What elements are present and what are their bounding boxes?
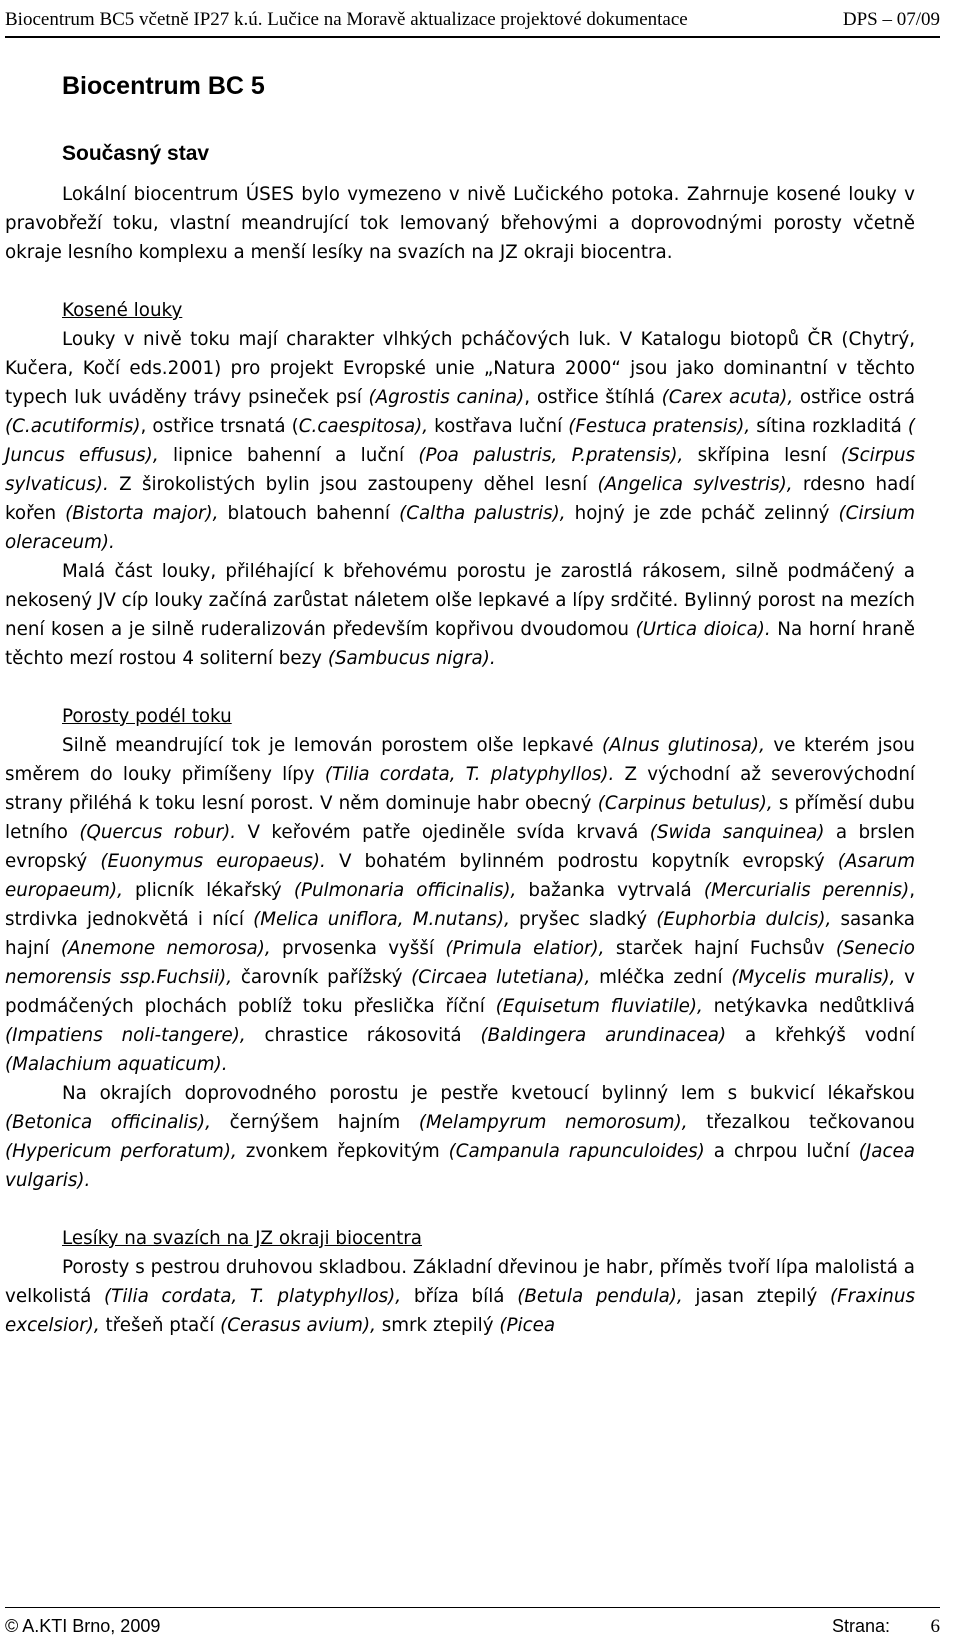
latin-species-name: (Caltha palustris), (399, 503, 566, 524)
body-paragraph (5, 1253, 915, 1340)
subsections-container (5, 267, 915, 1340)
text-run: Porosty s pestrou druhovou skladbou. Základní dřevinou je habr, příměs tvoří lípa malolistá a velkolistá (5, 1257, 915, 1307)
latin-species-name: (Swida sanquinea) (649, 822, 825, 843)
latin-species-name: (Sambucus nigra). (327, 648, 496, 669)
latin-species-name: ( Juncus effusus), (5, 416, 916, 466)
text-run: bažanka vytrvalá (516, 880, 704, 901)
text-run: Na horní hraně těchto mezí rostou 4 soliterní bezy (5, 619, 915, 669)
latin-species-name: (Hypericum perforatum), (5, 1141, 237, 1162)
body-paragraph (5, 1079, 915, 1195)
text-run: třešeň ptačí (99, 1315, 221, 1336)
text-run: Lokální biocentrum ÚSES bylo vymezeno v nivě Lučického potoka. Zahrnuje kosené louky v pravobřeží toku, vlastní meandrující tok lemovaný břehovými a doprovodnými porosty včetně okraje lesního komplexu a menší lesíky na svazích na JZ okraji biocentra. (5, 184, 915, 263)
latin-species-name: (Primula elatior), (445, 938, 605, 959)
text-run: lipnice bahenní a luční (158, 445, 419, 466)
text-run: čarovník pařížský (232, 967, 412, 988)
spacer (5, 673, 915, 702)
latin-species-name: (Circaea lutetiana), (411, 967, 591, 988)
text-run: , strdivka jednokvětá i nící (5, 880, 916, 930)
latin-species-name: (Malachium aquaticum). (5, 1054, 228, 1075)
body-paragraph (5, 731, 915, 1079)
text-run: netýkavka nedůtklivá (702, 996, 915, 1017)
document-title: Biocentrum BC 5 (62, 72, 265, 100)
text-run: Z širokolistých bylin jsou zastoupeny děhel lesní (108, 474, 598, 495)
header-document-code: DPS – 07/09 (842, 9, 940, 30)
latin-species-name: (Tilia cordata, T. platyphyllos), (104, 1286, 402, 1307)
text-run: černýšem hajním (210, 1112, 419, 1133)
latin-species-name: (Baldingera arundinacea) (480, 1025, 727, 1046)
text-run: kostřava luční (428, 416, 569, 437)
latin-species-name: (Euphorbia dulcis), (656, 909, 832, 930)
text-run: rdesno hadí kořen (5, 474, 916, 524)
text-run: prvosenka vyšší (270, 938, 446, 959)
page-header (5, 6, 940, 38)
text-run: Na okrajích doprovodného porostu je pestře kvetoucí bylinný lem s bukvicí lékařskou (62, 1083, 915, 1104)
section-title: Současný stav (62, 142, 210, 165)
header-document-title: Biocentrum BC5 včetně IP27 k.ú. Lučice na Moravě aktualizace projektové dokumentace (5, 9, 688, 30)
latin-species-name: (Agrostis canina) (368, 387, 525, 408)
text-run: Silně meandrující tok je lemován porostem olše lepkavé (62, 735, 602, 756)
text-run: s příměsí dubu letního (5, 793, 916, 843)
latin-species-name: (Euonymus europaeus). (100, 851, 326, 872)
latin-species-name: (Melampyrum nemorosum), (418, 1112, 688, 1133)
footer-copyright: © A.KTI Brno, 2009 (5, 1616, 161, 1636)
text-run: pryšec sladký (509, 909, 657, 930)
text-run: V keřovém patře ojediněle svída krvavá (236, 822, 650, 843)
latin-species-name: (Cirsium oleraceum). (5, 503, 916, 553)
latin-species-name: (Campanula rapunculoides) (448, 1141, 705, 1162)
latin-species-name: (Pulmonaria officinalis), (293, 880, 517, 901)
latin-species-name: (Mercurialis perennis) (703, 880, 910, 901)
latin-species-name: (C.acutiformis) (5, 416, 141, 437)
latin-species-name: (Carex acuta), (661, 387, 794, 408)
text-run: zvonkem řepkovitým (236, 1141, 449, 1162)
text-run: a brslen evropský (5, 822, 916, 872)
text-run: blatouch bahenní (218, 503, 400, 524)
latin-species-name: (Impatiens noli-tangere), (5, 1025, 246, 1046)
latin-species-name: (Carpinus betulus), (597, 793, 773, 814)
latin-species-name: (Urtica dioica). (635, 619, 771, 640)
text-run: ve kterém jsou směrem do louky přimíšeny lípy (5, 735, 916, 785)
text-run: skřípina lesní (683, 445, 841, 466)
footer-page-label: Strana: (831, 1616, 890, 1636)
spacer (5, 1195, 915, 1224)
latin-species-name: (Scirpus sylvaticus). (5, 445, 915, 495)
latin-species-name: (Quercus robur). (79, 822, 237, 843)
latin-species-name: (Alnus glutinosa), (602, 735, 765, 756)
latin-species-name: (Fraxinus excelsior), (5, 1286, 915, 1336)
text-run: mléčka zední (590, 967, 732, 988)
text-run: sítina rozkladitá (750, 416, 908, 437)
latin-species-name: (Angelica sylvestris), (597, 474, 793, 495)
text-run: bříza bílá (401, 1286, 518, 1307)
latin-species-name: (Betula pendula), (517, 1286, 683, 1307)
text-run: hojný je zde pcháč zelinný (565, 503, 839, 524)
text-run: plicník lékařský (122, 880, 294, 901)
latin-species-name: (Festuca pratensis), (568, 416, 751, 437)
subsection-heading: Porosty podél toku (62, 706, 232, 727)
latin-species-name: (Senecio nemorensis ssp.Fuchsii), (5, 938, 915, 988)
latin-species-name: (Asarum europaeum), (5, 851, 916, 901)
text-run: a křehkýš vodní (726, 1025, 915, 1046)
text-run: , ostřice štíhlá (524, 387, 662, 408)
text-run: starček hajní Fuchsův (604, 938, 836, 959)
latin-species-name: (Equisetum fluviatile), (495, 996, 703, 1017)
latin-species-name: (Anemone nemorosa), (60, 938, 271, 959)
spacer (5, 267, 915, 296)
text-run: třezalkou tečkovanou (687, 1112, 915, 1133)
text-run: Louky v nivě toku mají charakter vlhkých pcháčových luk. V Katalogu biotopů ČR (Chytrý, Kučera, Kočí eds.2001) pro projekt Evropské unie „Natura 2000“ jsou jako dominantní v těchto typech luk uváděny trávy psineček psí (5, 329, 915, 408)
text-run: jasan ztepilý (682, 1286, 831, 1307)
latin-species-name: (Picea (499, 1315, 556, 1336)
document-body (5, 180, 915, 1340)
latin-species-name: (Poa palustris, P.pratensis), (418, 445, 684, 466)
text-run: chrastice rákosovitá (245, 1025, 481, 1046)
text-run: , ostřice trsnatá ( (140, 416, 299, 437)
latin-species-name: (Betonica officinalis), (5, 1112, 211, 1133)
text-run: Malá část louky, přiléhající k břehovému porostu je zarostlá rákosem, silně podmáčený a nekosený JV cíp louky začíná zarůstat náletem olše lepkavé a lípy srdčité. Bylinný porost na mezích není kosen a je silně ruderalizován především kopřivou dvoudomou (5, 561, 915, 640)
latin-species-name: C.caespitosa), (298, 416, 429, 437)
page-footer (5, 1607, 940, 1640)
latin-species-name: (Mycelis muralis), (731, 967, 896, 988)
latin-species-name: (Cerasus avium), (220, 1315, 376, 1336)
subsection-heading: Lesíky na svazích na JZ okraji biocentra (62, 1228, 422, 1249)
subsection-heading: Kosené louky (62, 300, 183, 321)
text-run: v podmáčených plochách poblíž toku přeslička říční (5, 967, 915, 1017)
text-run: Z východní až severovýchodní strany přiléhá k toku lesní porost. V něm dominuje habr obecný (5, 764, 915, 814)
text-run: ostřice ostrá (793, 387, 915, 408)
latin-species-name: (Bistorta major), (65, 503, 219, 524)
text-run: sasanka hajní (5, 909, 916, 959)
intro-paragraph (5, 180, 915, 267)
latin-species-name: (Jacea vulgaris). (5, 1141, 916, 1191)
latin-species-name: (Tilia cordata, T. platyphyllos). (324, 764, 615, 785)
body-paragraph (5, 325, 915, 557)
text-run: a chrpou luční (704, 1141, 859, 1162)
footer-page-number: 6 (930, 1616, 940, 1637)
body-paragraph (5, 557, 915, 673)
latin-species-name: (Melica uniflora, M.nutans), (253, 909, 510, 930)
text-run: V bohatém bylinném podrostu kopytník evropský (325, 851, 838, 872)
text-run: smrk ztepilý (375, 1315, 500, 1336)
